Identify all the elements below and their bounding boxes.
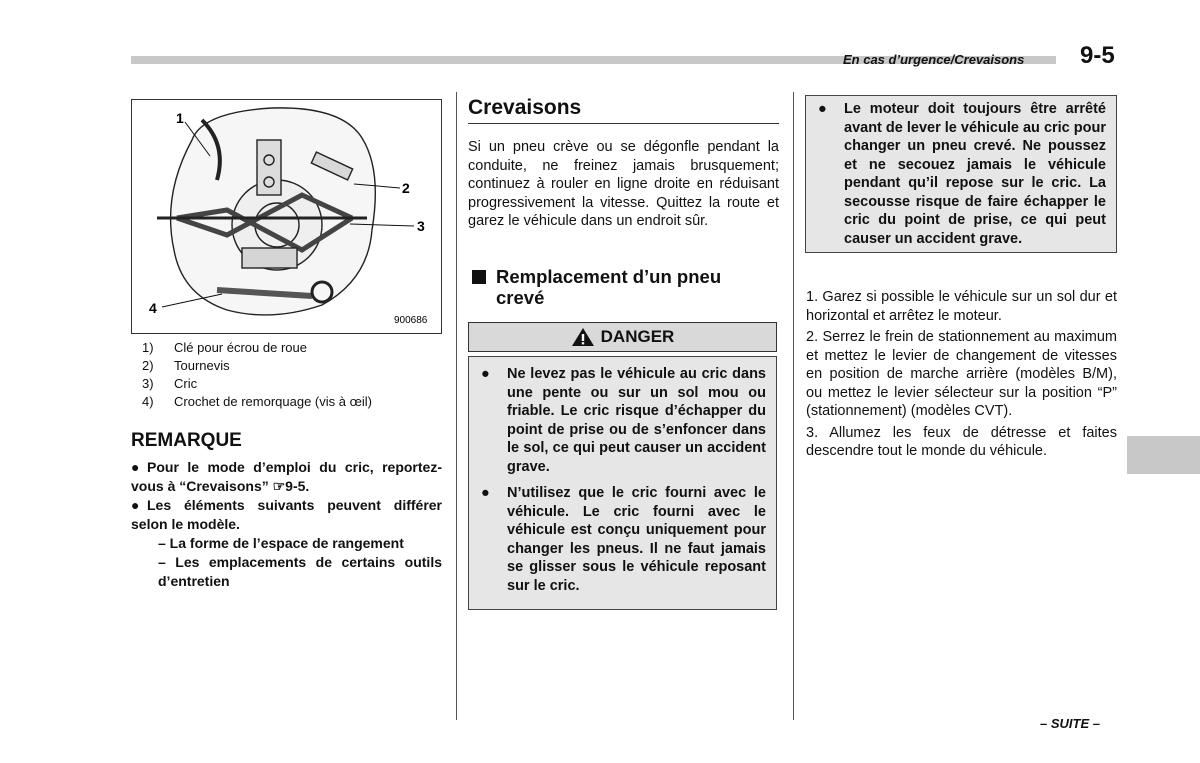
warning-triangle-icon bbox=[571, 327, 595, 347]
warning-item: ● Le moteur doit toujours être arrêté avant de lever le véhicule au cric pour changer un pneu crevé. Ne poussez et ne secouez jamais le véhicule pendant qu’il repose sur le cric. La secousse risque de faire échapper le cric du point de prise, ce qui peut causer un accident grave. bbox=[818, 101, 1106, 247]
callout-4: 4 bbox=[149, 300, 157, 316]
danger-item: ● N’utilisez que le cric fourni avec le véhicule. Le cric fourni avec le véhicule est conçu uniquement pour changer les pneus. Il ne faut jamais se glisser sous le véhicule reposant sur le cric. bbox=[481, 485, 766, 594]
crevaisons-section bbox=[468, 96, 779, 231]
column-divider bbox=[793, 92, 794, 720]
figure-legend bbox=[142, 339, 372, 411]
remarque-heading: REMARQUE bbox=[131, 430, 242, 451]
remarque-item-text: Les éléments suivants peuvent différer selon le modèle. bbox=[131, 497, 442, 532]
remarque-item-text: Pour le mode d’emploi du cric, reportez-vous à “Crevaisons” ☞9-5. bbox=[131, 459, 442, 494]
chapter-tab bbox=[1127, 436, 1200, 474]
danger-item: ● Ne levez pas le véhicule au cric dans une pente ou sur un sol mou ou friable. Le cric risque d’échapper du point de prise ou de s’enfoncer dans le sol, ce qui peut causer un accident grave. bbox=[481, 366, 766, 475]
legend-text: Crochet de remorquage (vis à œil) bbox=[174, 394, 372, 409]
remarque-notes bbox=[131, 458, 442, 591]
legend-item bbox=[142, 375, 372, 393]
callout-3: 3 bbox=[417, 218, 425, 234]
remplacement-heading bbox=[472, 266, 772, 308]
legend-text: Cric bbox=[174, 376, 198, 391]
danger-label: DANGER bbox=[600, 327, 675, 346]
remplacement-heading-text: Remplacement d’un pneu crevé bbox=[496, 266, 722, 308]
header-section-title: En cas d’urgence/Crevaisons bbox=[843, 52, 1025, 67]
warning-box bbox=[805, 95, 1117, 253]
danger-header bbox=[468, 322, 777, 352]
continued-marker: – SUITE – bbox=[1040, 716, 1100, 731]
step-item: 1. Garez si possible le véhicule sur un sol dur et horizontal et arrêtez le moteur. bbox=[806, 289, 1117, 324]
remarque-item: ● Pour le mode d’emploi du cric, reportez-vous à “Crevaisons” ☞9-5. bbox=[131, 459, 442, 494]
danger-box bbox=[468, 356, 777, 610]
danger-item-text: N’utilisez que le cric fourni avec le véhicule. Le cric fourni avec le véhicule est conçu uniquement pour changer les pneus. Il ne faut jamais se glisser sous le véhicule reposant sur le cric. bbox=[507, 485, 766, 594]
danger-item-text: Ne levez pas le véhicule au cric dans une pente ou sur un sol mou ou friable. Le cric risque d’échapper du point de prise ou de s’enfoncer dans le sol, ce qui peut causer un accident grave. bbox=[507, 366, 766, 475]
callout-1: 1 bbox=[176, 110, 184, 126]
legend-number: 1) bbox=[142, 340, 154, 355]
crevaisons-intro: Si un pneu crève ou se dégonfle pendant la conduite, ne freinez jamais brusquement; continuez à rouler en ligne droite en réduisant progressivement la vitesse. Quittez la route et garez le véhicule dans un endroit sûr. bbox=[468, 139, 779, 229]
callout-2: 2 bbox=[402, 180, 410, 196]
figure-code: 900686 bbox=[394, 315, 428, 326]
legend-number: 3) bbox=[142, 376, 154, 391]
legend-item bbox=[142, 339, 372, 357]
square-bullet-icon bbox=[472, 270, 486, 284]
danger-section bbox=[468, 322, 777, 610]
spare-wheel-well-drawing bbox=[132, 100, 441, 333]
legend-number: 2) bbox=[142, 358, 154, 373]
step-item: 2. Serrez le frein de stationnement au maximum et mettez le levier de changement de vitesses en position de marche arrière (modèles B/M), ou mettez le levier sélecteur sur la position “P” (stationnement) (modèles CVT). bbox=[806, 329, 1117, 419]
step-item: 3. Allumez les feux de détresse et faites descendre tout le monde du véhicule. bbox=[806, 424, 1117, 459]
crevaisons-heading: Crevaisons bbox=[468, 96, 779, 124]
legend-text: Clé pour écrou de roue bbox=[174, 340, 307, 355]
legend-number: 4) bbox=[142, 394, 154, 409]
page-number: 9-5 bbox=[1080, 42, 1115, 69]
remarque-item: ● Les éléments suivants peuvent différer selon le modèle. bbox=[131, 497, 442, 532]
warning-item-text: Le moteur doit toujours être arrêté avant de lever le véhicule au cric pour changer un pneu crevé. Ne poussez et ne secouez jamais le véhicule pendant qu’il repose sur le cric. La secousse risque de faire échapper le cric du point de prise, ce qui peut causer un accident grave. bbox=[844, 101, 1106, 247]
legend-item bbox=[142, 357, 372, 375]
column-divider bbox=[456, 92, 457, 720]
remarque-subitem: – La forme de l’espace de rangement bbox=[158, 535, 404, 551]
procedure-steps bbox=[806, 288, 1117, 464]
legend-item bbox=[142, 393, 372, 411]
legend-text: Tournevis bbox=[174, 358, 230, 373]
jack-storage-illustration bbox=[131, 99, 442, 334]
remarque-subitem: – Les emplacements de certains outils d’entretien bbox=[158, 554, 442, 589]
